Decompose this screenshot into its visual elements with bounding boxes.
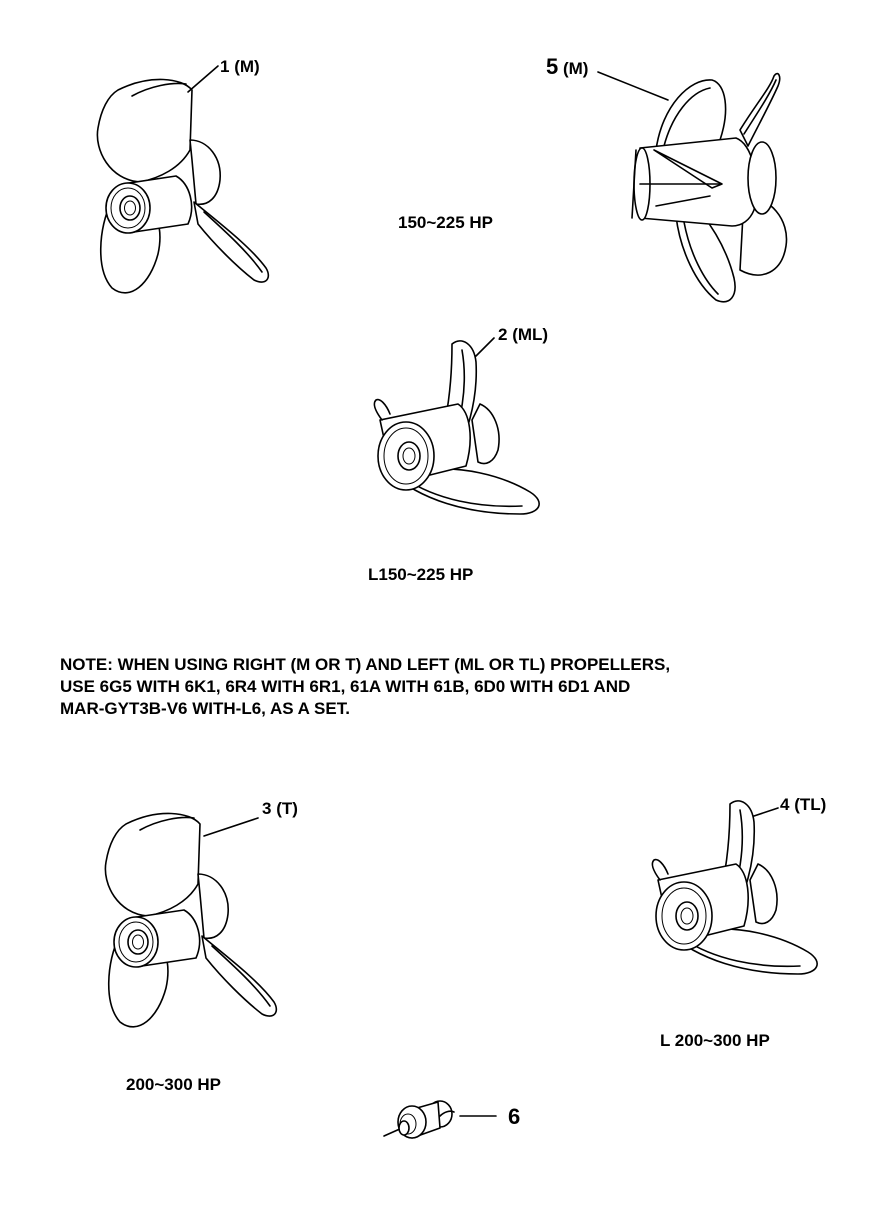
assembly-note [60, 654, 840, 720]
callout-6-number: 6 [508, 1104, 521, 1129]
callout-1 [220, 58, 260, 75]
callout-1-code: (M) [234, 57, 260, 76]
propeller-5-illustration [598, 72, 787, 302]
propeller-2-illustration [374, 338, 539, 514]
note-line-2: USE 6G5 WITH 6K1, 6R4 WITH 6R1, 61A WITH 61B, 6D0 WITH 6D1 AND [60, 677, 631, 696]
callout-2-number: 2 [498, 325, 508, 344]
callout-4-code: (TL) [794, 795, 827, 814]
hp-label-l150-225: L150~225 HP [368, 565, 474, 584]
callout-6 [508, 1106, 520, 1128]
propeller-1-illustration [97, 66, 268, 293]
callout-2-code: (ML) [512, 325, 549, 344]
hub-kit-6-illustration [384, 1101, 496, 1138]
callout-5-number: 5 [546, 54, 559, 79]
callout-5-code: (M) [562, 59, 589, 78]
hp-label-l200-300: L 200~300 HP [660, 1031, 770, 1050]
callout-1-number: 1 [220, 57, 230, 76]
propeller-3-illustration [105, 813, 276, 1026]
callout-3-code: (T) [276, 799, 298, 818]
callout-3 [262, 800, 298, 817]
callout-4 [780, 796, 826, 813]
callout-4-number: 4 [780, 795, 790, 814]
hp-label-200-300: 200~300 HP [126, 1075, 221, 1094]
note-line-1: NOTE: WHEN USING RIGHT (M OR T) AND LEFT (ML OR TL) PROPELLERS, [60, 655, 671, 674]
propeller-4-illustration [652, 801, 817, 974]
callout-2 [498, 326, 548, 343]
hp-label-150-225: 150~225 HP [398, 213, 493, 232]
callout-5 [546, 56, 588, 78]
note-line-3: MAR-GYT3B-V6 WITH-L6, AS A SET. [60, 699, 350, 718]
callout-3-number: 3 [262, 799, 272, 818]
